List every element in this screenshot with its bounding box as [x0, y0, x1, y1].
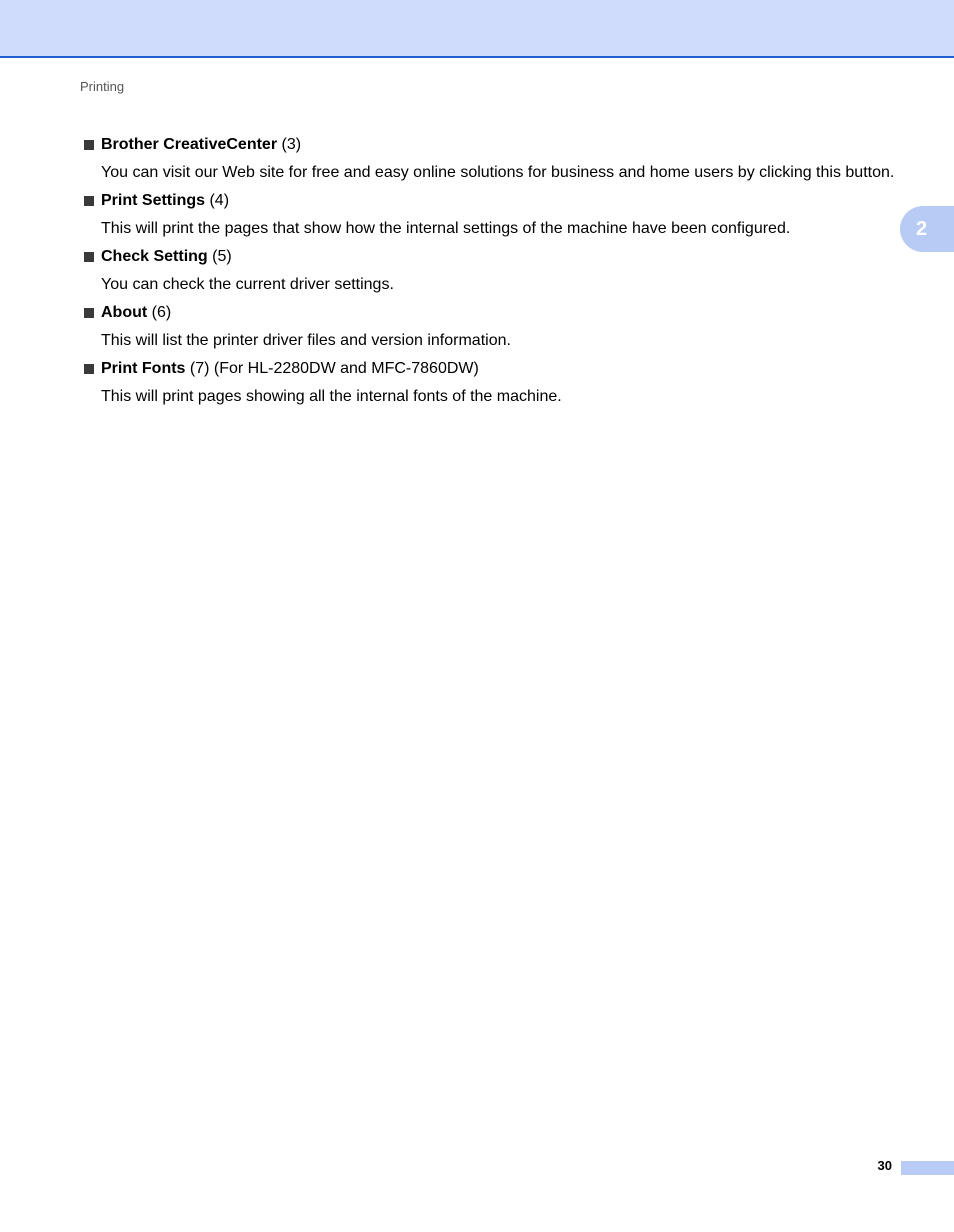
footer-bar: [901, 1161, 954, 1175]
item-title: Check Setting: [101, 248, 208, 265]
header-band: [0, 0, 954, 58]
square-bullet-icon: [84, 140, 94, 150]
item-title: About: [101, 304, 148, 321]
item-number: (7) (For HL-2280DW and MFC-7860DW): [185, 360, 479, 377]
item-description: You can visit our Web site for free and easy online solutions for business and home users by clicking this button.: [101, 164, 895, 181]
running-head: Printing: [80, 79, 125, 94]
item-heading: [84, 247, 904, 267]
item-number: (6): [147, 304, 172, 321]
item-heading: [84, 191, 904, 211]
item-description: This will list the printer driver files and version information.: [101, 332, 511, 349]
item-title: Print Settings: [101, 192, 206, 209]
square-bullet-icon: [84, 364, 94, 374]
item-heading: [84, 135, 904, 155]
item-title: Brother CreativeCenter: [101, 136, 278, 153]
item-heading: [84, 359, 904, 379]
item-description: You can check the current driver settings.: [101, 276, 394, 293]
list-item: [84, 359, 904, 407]
list-item: [84, 303, 904, 351]
item-number: (3): [277, 136, 302, 153]
page-number: 30: [877, 1158, 892, 1173]
item-number: (4): [205, 192, 230, 209]
square-bullet-icon: [84, 308, 94, 318]
square-bullet-icon: [84, 252, 94, 262]
list-item: [84, 247, 904, 295]
item-title: Print Fonts: [101, 360, 186, 377]
content: [84, 135, 904, 415]
list-item: [84, 191, 904, 239]
item-description: This will print pages showing all the internal fonts of the machine.: [101, 388, 562, 405]
list-item: [84, 135, 904, 183]
item-description: This will print the pages that show how the internal settings of the machine have been configured.: [101, 220, 791, 237]
item-number: (5): [207, 248, 232, 265]
chapter-tab: 2: [900, 206, 954, 252]
square-bullet-icon: [84, 196, 94, 206]
item-heading: [84, 303, 904, 323]
